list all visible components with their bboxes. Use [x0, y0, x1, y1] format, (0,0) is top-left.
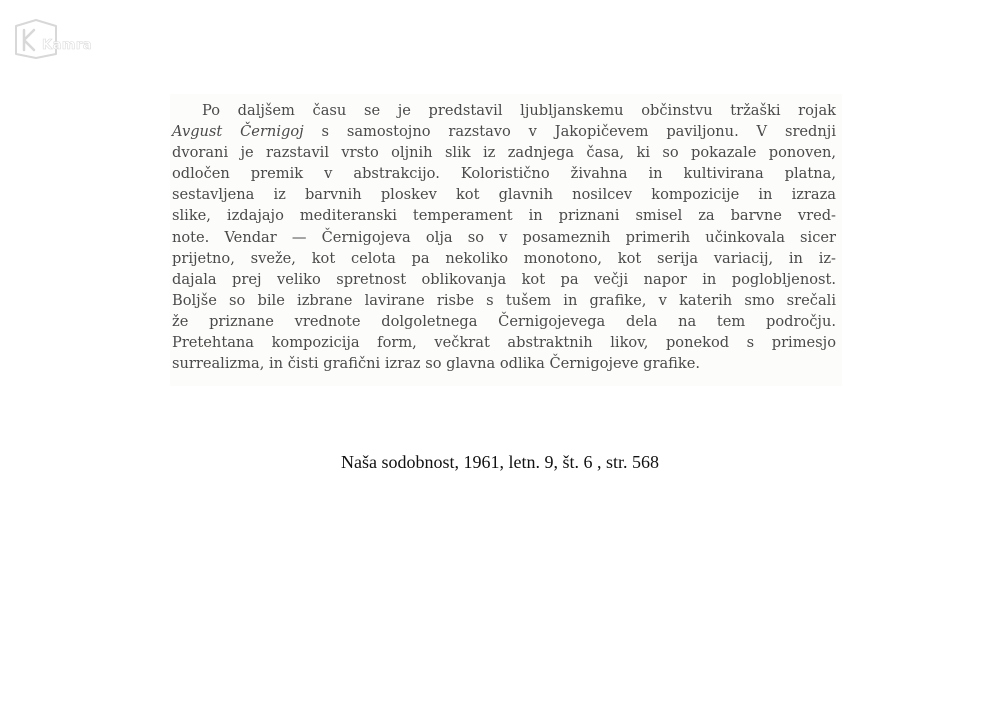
scanned-paragraph	[172, 100, 836, 374]
text-line: dajala prej veliko spretnost oblikovanja kot pa večji napor in poglobljenost.	[172, 270, 836, 288]
scanned-text-excerpt	[170, 94, 842, 386]
text-line: Pretehtana kompozicija form, večkrat abstraktnih likov, ponekod s primesjo	[172, 334, 836, 352]
text-line: odločen premik v abstrakcijo. Koloristično živahna in kultivirana platna,	[172, 165, 836, 183]
text-line-rest: s samostojno razstavo v Jakopičevem paviljonu. V srednji	[303, 123, 836, 141]
text-line: note. Vendar — Černigojeva olja so v posameznih primerih učinkovala sicer	[172, 228, 836, 246]
kamra-logo	[10, 12, 120, 60]
text-line: Po daljšem času se je predstavil ljubljanskemu občinstvu tržaški rojak	[202, 102, 836, 119]
kamra-logo-text: Kamra	[42, 38, 93, 53]
text-line: Boljše so bile izbrane lavirane risbe s tušem in grafike, v katerih smo srečali	[172, 291, 836, 309]
text-line: surrealizma, in čisti grafični izraz so glavna odlika Černigojeve grafike.	[172, 355, 700, 373]
text-line: sestavljena iz barvnih ploskev kot glavnih nosilcev kompozicije in izraza	[172, 186, 836, 204]
text-line: slike, izdajajo mediteranski temperament in priznani smisel za barvne vred-	[172, 207, 836, 225]
artist-name: Avgust Černigoj	[172, 123, 304, 141]
text-line: prijetno, sveže, kot celota pa nekoliko monotono, kot serija variacij, in iz-	[172, 249, 836, 267]
text-line: dvorani je razstavil vrsto oljnih slik iz zadnjega časa, ki so pokazale ponoven,	[172, 144, 836, 162]
text-line: že priznane vrednote dolgoletnega Černigojevega dela na tem področju.	[172, 312, 836, 330]
text-line	[172, 121, 836, 142]
source-citation: Naša sodobnost, 1961, letn. 9, št. 6 , str. 568	[341, 452, 659, 472]
